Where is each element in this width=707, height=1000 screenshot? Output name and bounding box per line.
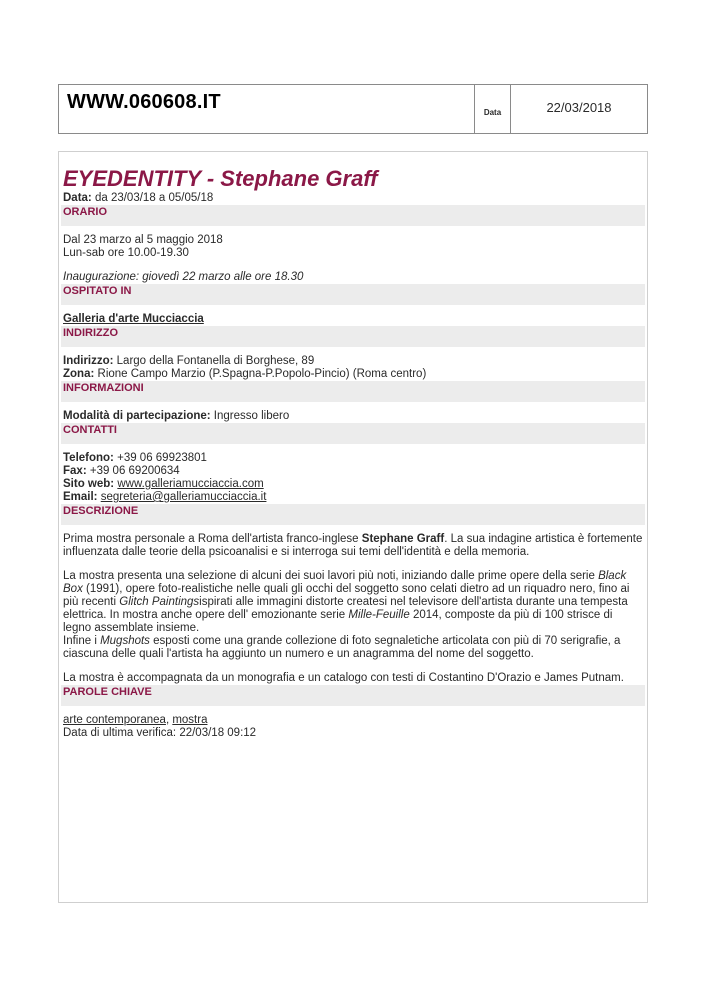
orario-line-1: Dal 23 marzo al 5 maggio 2018	[63, 234, 223, 246]
zona-label: Zona:	[63, 368, 95, 380]
telefono-label: Telefono:	[63, 452, 114, 464]
event-card	[58, 151, 648, 903]
text: 2014, composte da più di 100 strisce di legno assemblate insieme.	[63, 609, 613, 634]
keyword-separator: ,	[165, 714, 173, 726]
text: esposti come una grande collezione di foto segnaletiche articolata con più di 70 serigrafie, a ciascuna delle quali l'artista ha aggiunto un numero e un anagramma del nome del soggetto.	[63, 635, 621, 660]
address-line	[63, 355, 643, 368]
event-dates-value: da 23/03/18 a 05/05/18	[91, 192, 214, 204]
series-black-box: Black Box	[63, 570, 627, 595]
modalita-label: Modalità di partecipazione:	[63, 410, 211, 422]
text: ispirati alle immagini distorte createsi nel televisore dell'artista durante una tempesta elettrica. In mostra anche opere dell' emozionante serie	[63, 596, 628, 621]
address-label: Indirizzo:	[63, 355, 114, 367]
email-label: Email:	[63, 491, 98, 503]
text: La mostra presenta una selezione di alcuni dei suoi lavori più noti, iniziando dalle prime opere della serie	[63, 570, 599, 582]
section-heading-orario: ORARIO	[61, 205, 645, 226]
orario-line-2: Lun-sab ore 10.00-19.30	[63, 247, 189, 259]
description-paragraph-1	[63, 533, 643, 559]
text: Infine i	[63, 635, 101, 647]
event-dates-label: Data:	[63, 192, 92, 204]
series-glitch-paintings: Glitch Paintings	[119, 596, 200, 608]
modalita-line	[63, 410, 643, 423]
section-heading-informazioni: INFORMAZIONI	[61, 381, 645, 402]
telefono-line	[63, 452, 643, 465]
last-verified: Data di ultima verifica: 22/03/18 09:12	[63, 727, 257, 739]
sito-line	[63, 478, 643, 491]
section-heading-descrizione: DESCRIZIONE	[61, 504, 645, 525]
fax-value: +39 06 69200634	[86, 465, 180, 477]
modalita-value: Ingresso libero	[210, 410, 290, 422]
keyword-link[interactable]: arte contemporanea	[63, 714, 166, 726]
description-paragraph-3	[63, 635, 643, 661]
email-link[interactable]: segreteria@galleriamucciaccia.it	[100, 491, 267, 503]
site-name: WWW.060608.IT	[59, 85, 475, 133]
inaugurazione: Inaugurazione: giovedì 22 marzo alle ore 18.30	[63, 271, 304, 283]
fax-line	[63, 465, 643, 478]
telefono-value: +39 06 69923801	[113, 452, 207, 464]
website-link[interactable]: www.galleriamucciaccia.com	[117, 478, 264, 490]
description-paragraph-4: La mostra è accompagnata da un monografia e un catalogo con testi di Costantino D'Orazio e James Putnam.	[63, 672, 624, 684]
artist-name: Stephane Graff	[361, 533, 445, 545]
series-mille-feuille: Mille-Feuille	[348, 609, 410, 621]
text: (1991), opere foto-realistiche nelle quali gli occhi del soggetto sono celati dietro ad un riquadro nero, fino ai più recenti	[63, 583, 630, 608]
section-heading-parole-chiave: PAROLE CHIAVE	[61, 685, 645, 706]
section-heading-ospitato: OSPITATO IN	[61, 284, 645, 305]
keyword-link[interactable]: mostra	[172, 714, 208, 726]
fax-label: Fax:	[63, 465, 87, 477]
event-title: EYEDENTITY - Stephane Graff	[63, 166, 378, 191]
date-label: Data	[475, 85, 511, 133]
text: Prima mostra personale a Roma dell'artista franco-inglese	[63, 533, 362, 545]
sito-label: Sito web:	[63, 478, 115, 490]
event-dates	[63, 192, 643, 205]
email-line	[63, 491, 643, 504]
date-value: 22/03/2018	[546, 99, 612, 115]
page-header	[58, 84, 648, 134]
text: . La sua indagine artistica è fortemente influenzata dalle teorie della psicoanalisi e si interroga sui temi dell'identità e della memoria.	[63, 533, 643, 558]
zona-line	[63, 368, 643, 381]
address-value: Largo della Fontanella di Borghese, 89	[113, 355, 315, 367]
section-heading-indirizzo: INDIRIZZO	[61, 326, 645, 347]
section-heading-contatti: CONTATTI	[61, 423, 645, 444]
zona-value: Rione Campo Marzio (P.Spagna-P.Popolo-Pincio) (Roma centro)	[94, 368, 427, 380]
venue-link[interactable]: Galleria d'arte Mucciaccia	[63, 313, 204, 325]
series-mugshots: Mugshots	[100, 635, 150, 647]
keywords-line	[63, 714, 643, 727]
description-paragraph-2	[63, 570, 643, 635]
